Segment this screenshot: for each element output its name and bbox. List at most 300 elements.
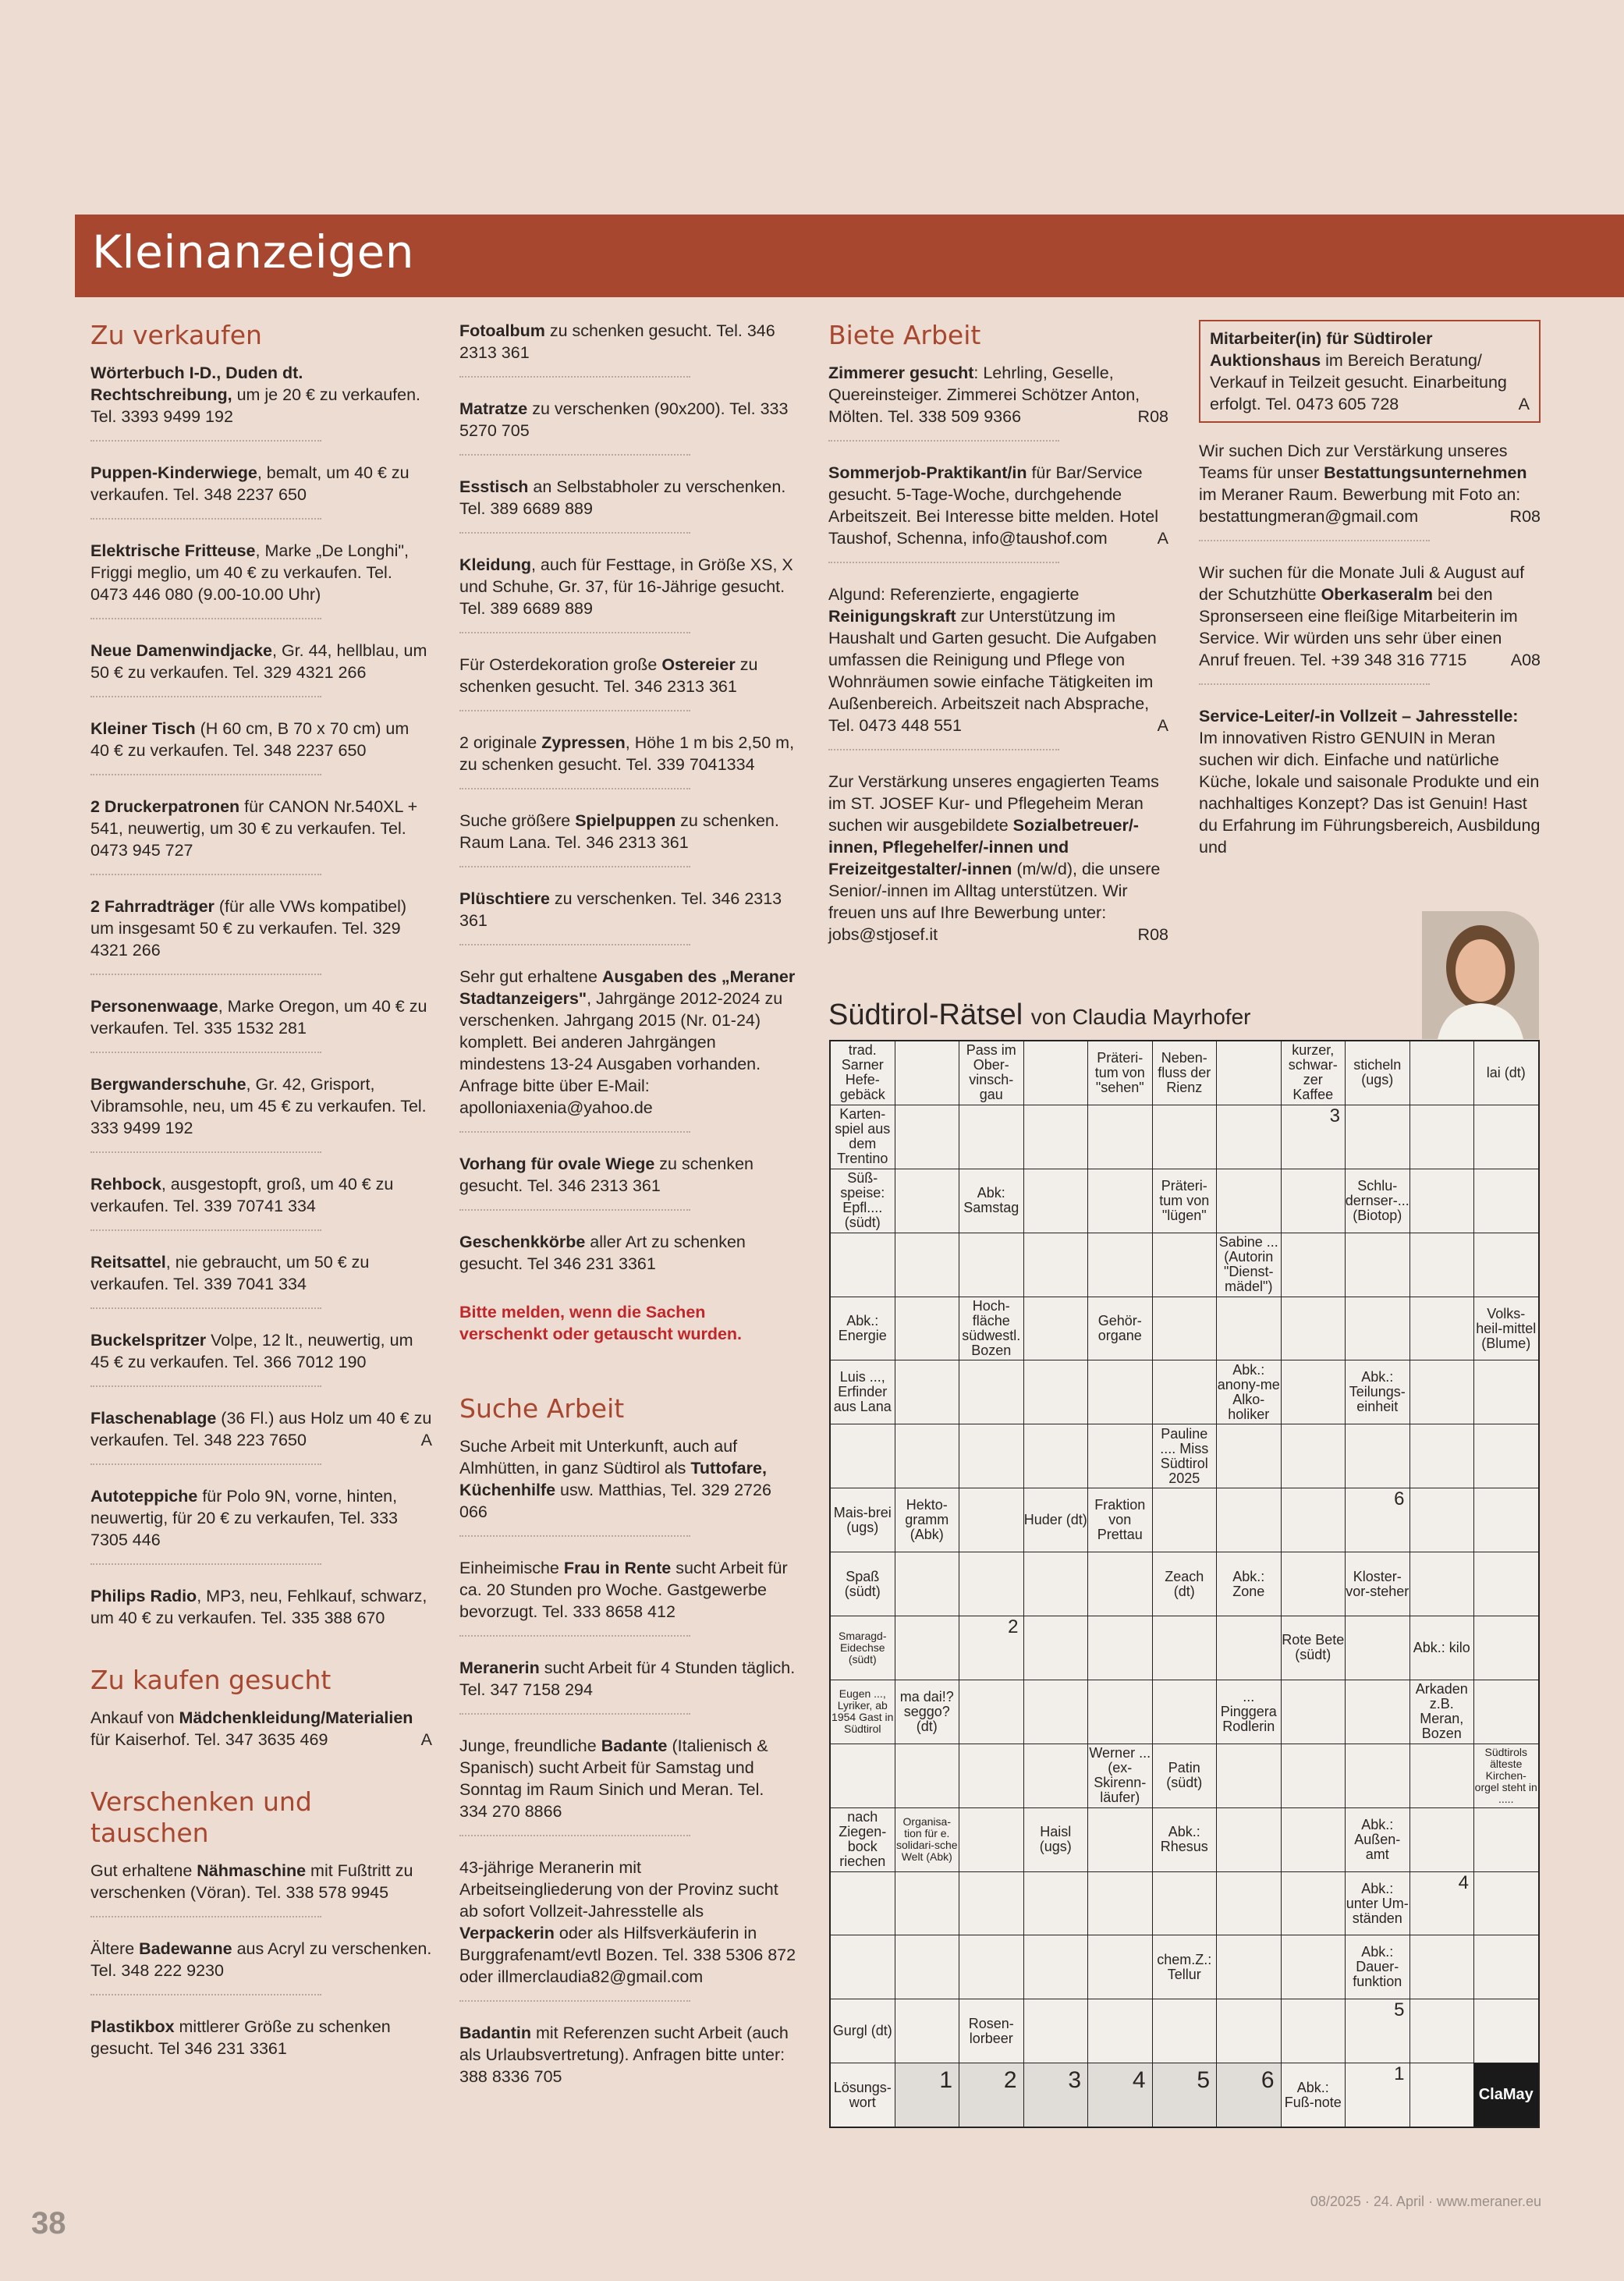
classified-ad bbox=[90, 1251, 432, 1309]
ad-text: zur Unterstützung im Haushalt und Garten gesucht. Die Aufgaben umfassen die Reinigung und Pflege von Wohnräumen sowie einfache Tätigkeiten im Außenbereich. Arbeitszeit nach Absprache, Tel. 0473 448 551 bbox=[828, 607, 1157, 735]
section-zu-verkaufen: Zu verkaufen bbox=[90, 320, 262, 350]
ad-code: A08 bbox=[1510, 651, 1541, 669]
answer-cell[interactable] bbox=[1282, 1233, 1346, 1297]
ad-headline: Verpackerin bbox=[459, 1924, 555, 1942]
solution-cell bbox=[959, 2063, 1023, 2127]
ad-text: zu schenken gesucht. Tel. 346 2313 361 bbox=[459, 655, 758, 696]
answer-cell[interactable] bbox=[1346, 1744, 1409, 1807]
answer-cell[interactable] bbox=[895, 1424, 959, 1488]
ad-text: Suche größere bbox=[459, 811, 576, 830]
ad-headline: Frau in Rente bbox=[563, 1559, 672, 1577]
ad-headline: Geschenkkörbe bbox=[459, 1233, 586, 1251]
cell-number: 2 bbox=[1008, 1616, 1019, 1638]
ad-headline: Vorhang für ovale Wiege bbox=[459, 1155, 655, 1173]
ad-text: , Marke „De Longhi", Friggi meglio, um 40 € zu verkaufen. Tel. 0473 446 080 (9.00-10.00 Uhr) bbox=[90, 541, 409, 604]
ad-headline: Service-Leiter/-in Vollzeit – Jahresstelle: bbox=[1199, 707, 1519, 725]
solution-number: 3 bbox=[1068, 2067, 1081, 2094]
answer-cell[interactable] bbox=[1410, 1233, 1474, 1297]
answer-cell[interactable] bbox=[1474, 1233, 1538, 1297]
answer-cell[interactable] bbox=[1410, 1872, 1474, 1935]
ad-headline: Personenwaage bbox=[90, 997, 218, 1016]
answer-cell[interactable] bbox=[831, 1935, 895, 1999]
answer-cell[interactable] bbox=[895, 1169, 959, 1233]
classified-ad bbox=[90, 1860, 432, 1917]
answer-cell[interactable] bbox=[1024, 1616, 1088, 1680]
answer-cell[interactable] bbox=[959, 1424, 1023, 1488]
answer-cell[interactable] bbox=[1282, 1808, 1346, 1871]
answer-cell[interactable] bbox=[1217, 1808, 1281, 1871]
classified-ad bbox=[459, 1557, 796, 1637]
ad-headline: Wörterbuch I-D., Duden dt. Rechtschreibung, bbox=[90, 364, 303, 404]
answer-cell[interactable] bbox=[959, 1872, 1023, 1935]
ad-text: (m/w/d), die unsere Senior/-innen im Alltag unterstützen. Wir freuen uns auf Ihre Bewerbung unter: jobs@stjosef.it bbox=[828, 860, 1161, 944]
ad-headline: Elektrische Fritteuse bbox=[90, 541, 256, 560]
puzzle-author: von Claudia Mayrhofer bbox=[1030, 1005, 1251, 1029]
ad-text: 2 originale bbox=[459, 733, 542, 752]
clue-cell: Abk.: Zone bbox=[1217, 1552, 1281, 1616]
clue-cell: Abk: Samstag bbox=[959, 1169, 1023, 1233]
answer-cell[interactable] bbox=[1410, 1935, 1474, 1999]
classified-ad bbox=[459, 1435, 796, 1537]
answer-cell[interactable] bbox=[1474, 1872, 1538, 1935]
answer-cell[interactable] bbox=[1282, 1169, 1346, 1233]
answer-cell[interactable] bbox=[1024, 1041, 1088, 1105]
ad-code: R08 bbox=[1137, 407, 1168, 426]
ad-code: A bbox=[1157, 529, 1168, 548]
answer-cell[interactable] bbox=[1024, 1680, 1088, 1744]
answer-cell[interactable] bbox=[1088, 1808, 1152, 1871]
answer-cell[interactable] bbox=[1474, 1488, 1538, 1552]
ad-headline: Ausgaben des „Meraner Stadtanzeigers" bbox=[459, 967, 796, 1008]
notice-text: Bitte melden, wenn die Sachen verschenkt oder getauscht wurden. bbox=[459, 1303, 743, 1343]
answer-cell[interactable] bbox=[1153, 1680, 1217, 1744]
classified-ad bbox=[828, 462, 1168, 563]
answer-cell[interactable] bbox=[1282, 1488, 1346, 1552]
ad-headline: Flaschenablage bbox=[90, 1409, 217, 1428]
answer-cell[interactable] bbox=[831, 1233, 895, 1297]
ad-text: : Lehrling, Geselle, Quereinsteiger. Zimmerei Schötzer Anton, Mölten. Tel. 338 509 9366 bbox=[828, 364, 1140, 426]
answer-cell[interactable] bbox=[1410, 1360, 1474, 1424]
clue-cell: Werner ... (ex-Skirenn-läufer) bbox=[1088, 1744, 1152, 1807]
ad-code: R08 bbox=[1137, 925, 1168, 944]
clue-cell: Südtirols älteste Kirchen-orgel steht in ..... bbox=[1474, 1744, 1538, 1807]
answer-cell[interactable] bbox=[1410, 1297, 1474, 1360]
answer-cell[interactable] bbox=[1024, 1169, 1088, 1233]
answer-cell[interactable] bbox=[1346, 1233, 1409, 1297]
answer-cell[interactable] bbox=[1346, 1488, 1409, 1552]
answer-cell[interactable] bbox=[1088, 1552, 1152, 1616]
ads-list-kaufen bbox=[90, 1707, 432, 1765]
answer-cell[interactable] bbox=[1410, 1105, 1474, 1169]
ad-headline: Badante bbox=[601, 1736, 668, 1755]
answer-cell[interactable] bbox=[1088, 1360, 1152, 1424]
answer-cell[interactable] bbox=[1474, 1999, 1538, 2063]
answer-cell[interactable] bbox=[1410, 1488, 1474, 1552]
answer-cell[interactable] bbox=[1410, 1744, 1474, 1807]
answer-cell[interactable] bbox=[895, 1744, 959, 1807]
answer-cell[interactable] bbox=[895, 1297, 959, 1360]
answer-cell[interactable] bbox=[1217, 1424, 1281, 1488]
ad-text: Suche Arbeit mit Unterkunft, auch auf Almhütten, in ganz Südtirol als bbox=[459, 1437, 738, 1478]
ad-headline: Rehbock bbox=[90, 1175, 161, 1194]
answer-cell[interactable] bbox=[1346, 1999, 1409, 2063]
answer-cell[interactable] bbox=[1282, 1999, 1346, 2063]
ad-text: , Jahrgänge 2012-2024 zu verschenken. Jahrgang 2015 (Nr. 01-24) komplett. Bei anderen Jahrgängen mindestens 13-24 Ausgaben vorhanden. Anfrage bitte über E-Mail: apolloniaxenia@yahoo.de bbox=[459, 989, 783, 1117]
answer-cell[interactable] bbox=[1346, 2063, 1409, 2127]
clue-cell: Abk.: Dauer-funktion bbox=[1346, 1935, 1409, 1999]
answer-cell[interactable] bbox=[1088, 1999, 1152, 2063]
ad-headline: Tuttofare, Küchenhilfe bbox=[459, 1459, 767, 1499]
ads-list-verschenken bbox=[90, 1860, 432, 2073]
ad-headline: 2 Fahrradträger bbox=[90, 897, 215, 916]
clue-cell: Abk.: Teilungs-einheit bbox=[1346, 1360, 1409, 1424]
ad-text: Wir suchen Dich zur Verstärkung unseres Teams für unser bbox=[1199, 442, 1508, 482]
classified-ad bbox=[90, 995, 432, 1053]
ad-text: sucht Arbeit für 4 Stunden täglich. Tel. 347 7158 294 bbox=[459, 1658, 796, 1699]
classified-ad bbox=[90, 1407, 432, 1465]
ad-headline: Esstisch bbox=[459, 477, 529, 496]
clue-cell: Arkaden z.B. Meran, Bozen bbox=[1410, 1680, 1474, 1744]
ad-text: zu verschenken. Tel. 346 2313 361 bbox=[459, 889, 782, 930]
answer-cell[interactable] bbox=[895, 1999, 959, 2063]
ad-headline: Reitsattel bbox=[90, 1253, 166, 1272]
answer-cell[interactable] bbox=[1410, 2063, 1474, 2127]
ad-headline: Oberkaseralm bbox=[1321, 585, 1434, 604]
ad-headline: Fotoalbum bbox=[459, 321, 545, 340]
answer-cell[interactable] bbox=[1410, 1808, 1474, 1871]
answer-cell[interactable] bbox=[1410, 1041, 1474, 1105]
ad-text: (36 Fl.) aus Holz um 40 € zu verkaufen. Tel. 348 223 7650 bbox=[90, 1409, 432, 1449]
answer-cell[interactable] bbox=[1088, 1616, 1152, 1680]
clue-cell: chem.Z.: Tellur bbox=[1153, 1935, 1217, 1999]
answer-cell[interactable] bbox=[895, 1233, 959, 1297]
solution-number: 6 bbox=[1261, 2067, 1275, 2094]
ads-list-suche-arbeit bbox=[459, 1435, 796, 2102]
answer-cell[interactable] bbox=[959, 1488, 1023, 1552]
answer-cell[interactable] bbox=[959, 1808, 1023, 1871]
ad-text: , MP3, neu, Fehlkauf, schwarz, um 40 € zu verkaufen. Tel. 335 388 670 bbox=[90, 1587, 427, 1627]
ad-headline: Meranerin bbox=[459, 1658, 540, 1677]
classified-ad bbox=[90, 1707, 432, 1765]
classified-ad bbox=[459, 1857, 796, 2002]
solution-cell bbox=[895, 2063, 959, 2127]
answer-cell[interactable] bbox=[1474, 1808, 1538, 1871]
answer-cell[interactable] bbox=[1153, 1616, 1217, 1680]
section-biete-arbeit: Biete Arbeit bbox=[828, 320, 981, 350]
ad-text: , auch für Festtage, in Größe XS, X und Schuhe, Gr. 37, für 16-Jährige gesucht. Tel. 389 6689 889 bbox=[459, 555, 793, 618]
ad-text: , Gr. 42, Grisport, Vibramsohle, neu, um 45 € zu verkaufen. Tel. 333 9499 192 bbox=[90, 1075, 427, 1137]
ad-text: usw. Matthias, Tel. 329 2726 066 bbox=[459, 1481, 771, 1521]
answer-cell[interactable] bbox=[1282, 1297, 1346, 1360]
ad-text: 43-jährige Meranerin mit Arbeitseingliederung von der Provinz sucht ab sofort Vollzeit-Jahresstelle als bbox=[459, 1858, 778, 1921]
solution-cell bbox=[1153, 2063, 1217, 2127]
answer-cell[interactable] bbox=[1474, 1105, 1538, 1169]
answer-cell[interactable] bbox=[1088, 1424, 1152, 1488]
answer-cell[interactable] bbox=[1024, 1360, 1088, 1424]
ad-text: , Höhe 1 m bis 2,50 m, zu schenken gesucht. Tel. 339 7041334 bbox=[459, 733, 795, 774]
answer-cell[interactable] bbox=[1282, 1680, 1346, 1744]
answer-cell[interactable] bbox=[1024, 1424, 1088, 1488]
answer-cell[interactable] bbox=[1217, 1041, 1281, 1105]
ad-text: Für Osterdekoration große bbox=[459, 655, 662, 674]
classified-ad bbox=[459, 654, 796, 711]
solution-number: 1 bbox=[939, 2067, 952, 2094]
answer-cell[interactable] bbox=[1217, 1105, 1281, 1169]
ads-list-biete-arbeit bbox=[828, 362, 1168, 960]
answer-cell[interactable] bbox=[1153, 1233, 1217, 1297]
answer-cell[interactable] bbox=[1153, 1297, 1217, 1360]
ad-text: Zur Verstärkung unseres engagierten Teams im ST. JOSEF Kur- und Pflegeheim Meran suchen wir ausgebildete bbox=[828, 772, 1159, 835]
classified-ad bbox=[90, 640, 432, 697]
classified-ad bbox=[90, 896, 432, 975]
answer-cell[interactable] bbox=[1217, 1169, 1281, 1233]
clue-cell: Abk.: anony-me Alko-holiker bbox=[1217, 1360, 1281, 1424]
clue-cell: Volks-heil-mittel (Blume) bbox=[1474, 1297, 1538, 1360]
ad-text: Sehr gut erhaltene bbox=[459, 967, 602, 986]
clue-cell: Abk.: Außen-amt bbox=[1346, 1808, 1409, 1871]
ad-headline: Badantin bbox=[459, 2024, 531, 2042]
classified-ad bbox=[1199, 705, 1541, 872]
footer-issue: 08/2025 · 24. April · www.meraner.eu bbox=[1310, 2194, 1541, 2209]
answer-cell[interactable] bbox=[1346, 1105, 1409, 1169]
answer-cell[interactable] bbox=[1217, 1297, 1281, 1360]
ad-text: für CANON Nr.540XL + 541, neuwertig, um 30 € zu verkaufen. Tel. 0473 945 727 bbox=[90, 797, 418, 860]
ad-text: für Polo 9N, vorne, hinten, neuwertig, für 20 € zu verkaufen, Tel. 333 7305 446 bbox=[90, 1487, 399, 1549]
ad-headline: Nähmaschine bbox=[197, 1861, 307, 1880]
answer-cell[interactable] bbox=[831, 1872, 895, 1935]
answer-cell[interactable] bbox=[1217, 1999, 1281, 2063]
answer-cell[interactable] bbox=[1410, 1169, 1474, 1233]
answer-cell[interactable] bbox=[1153, 1105, 1217, 1169]
answer-cell[interactable] bbox=[895, 1872, 959, 1935]
ad-code: A bbox=[420, 1431, 432, 1449]
ad-headline: 2 Druckerpatronen bbox=[90, 797, 240, 816]
answer-cell[interactable] bbox=[1474, 1552, 1538, 1616]
answer-cell[interactable] bbox=[1024, 1999, 1088, 2063]
ad-text: Wir suchen für die Monate Juli & August auf der Schutzhütte bbox=[1199, 563, 1525, 604]
classified-ad bbox=[459, 966, 796, 1133]
clue-cell: Neben-fluss der Rienz bbox=[1153, 1041, 1217, 1105]
answer-cell[interactable] bbox=[1282, 1872, 1346, 1935]
ad-text: , bemalt, um 40 € zu verkaufen. Tel. 348 2237 650 bbox=[90, 463, 410, 504]
clue-cell: Gehör-organe bbox=[1088, 1297, 1152, 1360]
answer-cell[interactable] bbox=[1410, 1424, 1474, 1488]
clue-cell: Präteri-tum von "sehen" bbox=[1088, 1041, 1152, 1105]
answer-cell[interactable] bbox=[959, 1233, 1023, 1297]
answer-cell[interactable] bbox=[1282, 1744, 1346, 1807]
ad-text: Gut erhaltene bbox=[90, 1861, 197, 1880]
boxed-ad-code: A bbox=[1518, 395, 1530, 413]
ad-text: mittlerer Größe zu schenken gesucht. Tel 346 231 3361 bbox=[90, 2017, 391, 2058]
ad-text: Im innovativen Ristro GENUIN in Meran suchen wir dich. Einfache und natürliche Küche, lokale und saisonale Produkte und ein nachhaltiges Konzept? Das ist Genuin! Hast du Erfahrung im Führungsbereich, Ausbildung und bbox=[1199, 729, 1541, 857]
answer-cell[interactable] bbox=[895, 1935, 959, 1999]
clue-cell: ... Pinggera Rodlerin bbox=[1217, 1680, 1281, 1744]
clue-cell: Abk.: Rhesus bbox=[1153, 1808, 1217, 1871]
clue-cell: Lösungs-wort bbox=[831, 2063, 895, 2127]
answer-cell[interactable] bbox=[1346, 1680, 1409, 1744]
clue-cell: Rote Bete (südt) bbox=[1282, 1616, 1346, 1680]
ad-headline: Matratze bbox=[459, 399, 528, 418]
ad-headline: Spielpuppen bbox=[575, 811, 676, 830]
clue-cell: Abk.: unter Um-ständen bbox=[1346, 1872, 1409, 1935]
classified-ad bbox=[459, 810, 796, 867]
answer-cell[interactable] bbox=[1282, 1552, 1346, 1616]
ad-text: (Italienisch & Spanisch) sucht Arbeit für Samstag und Sonntag im Raum Sinich und Meran. Tel. 334 270 8866 bbox=[459, 1736, 768, 1821]
clue-cell: kurzer, schwar-zer Kaffee bbox=[1282, 1041, 1346, 1105]
answer-cell[interactable] bbox=[959, 1616, 1023, 1680]
clue-cell: Karten-spiel aus dem Trentino bbox=[831, 1105, 895, 1169]
ad-headline: Zypressen bbox=[541, 733, 626, 752]
ad-text: oder als Hilfsverkäuferin in Burggrafenamt/evtl Bozen. Tel. 338 5306 872 oder illmerclaudia82@gmail.com bbox=[459, 1924, 796, 1986]
ad-headline: Sozialbetreuer/-innen, Pflegehelfer/-innen und Freizeitgestalter/-innen bbox=[828, 816, 1139, 878]
clue-cell: Abk.: Fuß-note bbox=[1282, 2063, 1346, 2127]
ad-code: R08 bbox=[1509, 507, 1541, 526]
ad-text: sucht Arbeit für ca. 20 Stunden pro Woche. Gastgewerbe bevorzugt. Tel. 333 8658 412 bbox=[459, 1559, 788, 1621]
answer-cell[interactable] bbox=[1088, 1105, 1152, 1169]
clue-cell: Haisl (ugs) bbox=[1024, 1808, 1088, 1871]
cell-number: 5 bbox=[1394, 1999, 1405, 2021]
answer-cell[interactable] bbox=[1024, 1552, 1088, 1616]
ads-list-verschenken-cont bbox=[459, 320, 796, 1289]
answer-cell[interactable] bbox=[1282, 1360, 1346, 1424]
classified-ad bbox=[90, 1329, 432, 1387]
ad-headline: Badewanne bbox=[139, 1939, 232, 1958]
answer-cell[interactable] bbox=[1410, 1999, 1474, 2063]
answer-cell[interactable] bbox=[831, 1744, 895, 1807]
answer-cell[interactable] bbox=[895, 1616, 959, 1680]
answer-cell[interactable] bbox=[1217, 1744, 1281, 1807]
puzzle-brand: ClaMay bbox=[1474, 2063, 1538, 2127]
answer-cell[interactable] bbox=[959, 1105, 1023, 1169]
ad-headline: Mädchenkleidung/Materialien bbox=[179, 1708, 413, 1727]
ads-list-verkaufen bbox=[90, 362, 432, 1643]
classified-ad bbox=[1199, 562, 1541, 685]
answer-cell[interactable] bbox=[1346, 1297, 1409, 1360]
clue-cell: Kloster-vor-steher bbox=[1346, 1552, 1409, 1616]
classified-ad bbox=[828, 771, 1168, 960]
cell-number: 6 bbox=[1394, 1488, 1405, 1510]
clue-cell: Spaß (südt) bbox=[831, 1552, 895, 1616]
answer-cell[interactable] bbox=[1088, 1935, 1152, 1999]
ad-text: , nie gebraucht, um 50 € zu verkaufen. Tel. 339 7041 334 bbox=[90, 1253, 370, 1293]
classified-ad bbox=[90, 718, 432, 775]
clue-cell: Hoch-fläche südwestl. Bozen bbox=[959, 1297, 1023, 1360]
answer-cell[interactable] bbox=[1474, 1424, 1538, 1488]
classified-ad bbox=[90, 540, 432, 619]
answer-cell[interactable] bbox=[1024, 1935, 1088, 1999]
answer-cell[interactable] bbox=[1217, 1488, 1281, 1552]
ad-text: an Selbstabholer zu verschenken. Tel. 389 6689 889 bbox=[459, 477, 786, 518]
answer-cell[interactable] bbox=[1088, 1680, 1152, 1744]
ad-code: A bbox=[420, 1730, 432, 1749]
answer-cell[interactable] bbox=[1153, 1360, 1217, 1424]
crossword-grid bbox=[829, 1040, 1540, 2128]
ad-headline: Neue Damenwindjacke bbox=[90, 641, 273, 660]
answer-cell[interactable] bbox=[831, 1424, 895, 1488]
classified-ad bbox=[90, 1585, 432, 1643]
answer-cell[interactable] bbox=[959, 1360, 1023, 1424]
answer-cell[interactable] bbox=[1024, 1297, 1088, 1360]
answer-cell[interactable] bbox=[1282, 1105, 1346, 1169]
answer-cell[interactable] bbox=[1088, 1233, 1152, 1297]
answer-cell[interactable] bbox=[1088, 1872, 1152, 1935]
clue-cell: nach Ziegen-bock riechen bbox=[831, 1808, 895, 1871]
answer-cell[interactable] bbox=[1088, 1169, 1152, 1233]
answer-cell[interactable] bbox=[1024, 1744, 1088, 1807]
classified-ad bbox=[459, 732, 796, 789]
answer-cell[interactable] bbox=[895, 1360, 959, 1424]
ad-text: Einheimische bbox=[459, 1559, 564, 1577]
answer-cell[interactable] bbox=[959, 1680, 1023, 1744]
answer-cell[interactable] bbox=[1153, 1488, 1217, 1552]
answer-cell[interactable] bbox=[1024, 1105, 1088, 1169]
answer-cell[interactable] bbox=[959, 1935, 1023, 1999]
answer-cell[interactable] bbox=[1153, 1999, 1217, 2063]
answer-cell[interactable] bbox=[1474, 1935, 1538, 1999]
answer-cell[interactable] bbox=[1217, 1616, 1281, 1680]
ad-headline: Bestattungsunternehmen bbox=[1324, 463, 1527, 482]
answer-cell[interactable] bbox=[1282, 1935, 1346, 1999]
clue-cell: Süß-speise: Epfl.... (südt) bbox=[831, 1169, 895, 1233]
answer-cell[interactable] bbox=[895, 1041, 959, 1105]
answer-cell[interactable] bbox=[1474, 1360, 1538, 1424]
solution-cell bbox=[1088, 2063, 1152, 2127]
answer-cell[interactable] bbox=[895, 1552, 959, 1616]
classified-ad bbox=[459, 554, 796, 633]
answer-cell[interactable] bbox=[895, 1105, 959, 1169]
answer-cell[interactable] bbox=[959, 1744, 1023, 1807]
answer-cell[interactable] bbox=[1153, 1872, 1217, 1935]
ad-headline: Puppen-Kinderwiege bbox=[90, 463, 257, 482]
ad-headline: Philips Radio bbox=[90, 1587, 197, 1605]
ad-text: (für alle VWs kompatibel) um insgesamt 50 € zu verkaufen. Tel. 329 4321 266 bbox=[90, 897, 407, 960]
answer-cell[interactable] bbox=[1217, 1872, 1281, 1935]
answer-cell[interactable] bbox=[1217, 1935, 1281, 1999]
clue-cell: Huder (dt) bbox=[1024, 1488, 1088, 1552]
answer-cell[interactable] bbox=[959, 1552, 1023, 1616]
answer-cell[interactable] bbox=[1024, 1872, 1088, 1935]
answer-cell[interactable] bbox=[1474, 1616, 1538, 1680]
answer-cell[interactable] bbox=[1282, 1424, 1346, 1488]
answer-cell[interactable] bbox=[1346, 1616, 1409, 1680]
clue-cell: Pass im Ober-vinsch-gau bbox=[959, 1041, 1023, 1105]
page-header-bar bbox=[75, 215, 1624, 297]
classified-ad bbox=[90, 1073, 432, 1153]
clue-cell: ma dai!? seggo? (dt) bbox=[895, 1680, 959, 1744]
answer-cell[interactable] bbox=[1474, 1169, 1538, 1233]
clue-cell: Rosen-lorbeer bbox=[959, 1999, 1023, 2063]
answer-cell[interactable] bbox=[1346, 1424, 1409, 1488]
clue-cell: Luis ..., Erfinder aus Lana bbox=[831, 1360, 895, 1424]
answer-cell[interactable] bbox=[1474, 1680, 1538, 1744]
ad-headline: Plüschtiere bbox=[459, 889, 550, 908]
ad-text: mit Referenzen sucht Arbeit (auch als Urlaubsvertretung). Anfragen bitte unter: 388 8336 705 bbox=[459, 2024, 789, 2086]
ad-text: zu schenken gesucht. Tel. 346 2313 361 bbox=[459, 321, 775, 362]
column-3 bbox=[828, 320, 1168, 980]
ad-text: für Kaiserhof. Tel. 347 3635 469 bbox=[90, 1730, 328, 1749]
ad-text: , Gr. 44, hellblau, um 50 € zu verkaufen. Tel. 329 4321 266 bbox=[90, 641, 427, 682]
ad-text: , Marke Oregon, um 40 € zu verkaufen. Tel. 335 1532 281 bbox=[90, 997, 427, 1038]
clue-cell: Sabine ... (Autorin "Dienst-mädel") bbox=[1217, 1233, 1281, 1297]
ad-text: Ältere bbox=[90, 1939, 140, 1958]
column-2 bbox=[459, 320, 796, 2122]
answer-cell[interactable] bbox=[1024, 1233, 1088, 1297]
ad-text: für Bar/Service gesucht. 5-Tage-Woche, durchgehende Arbeitszeit. Bei Interesse bitte melden. Hotel Taushof, Schenna, info@taushof.com bbox=[828, 463, 1159, 548]
ad-text: Algund: Referenzierte, engagierte bbox=[828, 585, 1080, 604]
ad-headline: Zimmerer gesucht bbox=[828, 364, 974, 382]
answer-cell[interactable] bbox=[1410, 1552, 1474, 1616]
ad-text: Volpe, 12 lt., neuwertig, um 45 € zu verkaufen. Tel. 366 7012 190 bbox=[90, 1331, 413, 1371]
